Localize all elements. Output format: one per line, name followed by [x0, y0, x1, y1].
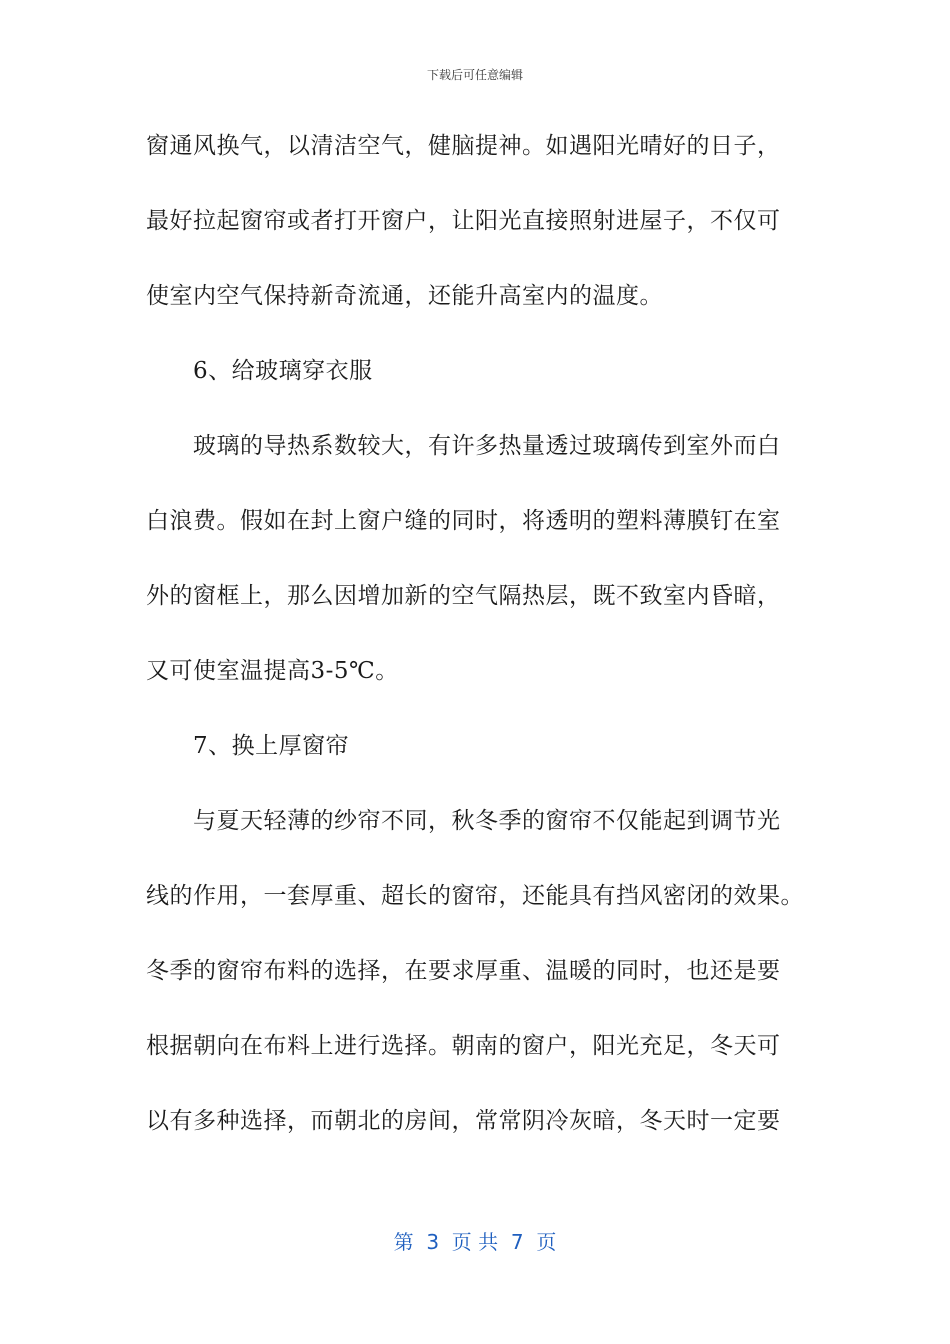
body-line: 最好拉起窗帘或者打开窗户，让阳光直接照射进屋子，不仅可 — [146, 208, 781, 234]
body-line: 根据朝向在布料上进行选择。朝南的窗户，阳光充足，冬天可 — [146, 1033, 781, 1059]
header-note: 下载后可任意编辑 — [426, 68, 523, 82]
body-line: 与夏天轻薄的纱帘不同，秋冬季的窗帘不仅能起到调节光 — [193, 808, 781, 834]
body-line: 冬季的窗帘布料的选择，在要求厚重、温暖的同时，也还是要 — [146, 958, 781, 984]
body-line: 使室内空气保持新奇流通，还能升高室内的温度。 — [146, 283, 663, 309]
body-line: 又可使室温提高3-5℃。 — [146, 658, 399, 684]
section-heading: 6、给玻璃穿衣服 — [193, 358, 373, 384]
body-line: 玻璃的导热系数较大，有许多热量透过玻璃传到室外而白 — [193, 433, 781, 459]
section-heading: 7、换上厚窗帘 — [193, 733, 350, 759]
body-line: 以有多种选择，而朝北的房间，常常阴冷灰暗，冬天时一定要 — [146, 1108, 781, 1134]
body-line: 外的窗框上，那么因增加新的空气隔热层，既不致室内昏暗， — [146, 583, 781, 609]
page-number-footer: 第 3 页 共 7 页 — [393, 1230, 557, 1254]
body-line: 线的作用，一套厚重、超长的窗帘，还能具有挡风密闭的效果。 — [146, 883, 804, 909]
document-body — [146, 124, 816, 1174]
body-line: 白浪费。假如在封上窗户缝的同时，将透明的塑料薄膜钉在室 — [146, 508, 781, 534]
body-line: 窗通风换气，以清洁空气，健脑提神。如遇阳光晴好的日子， — [146, 133, 781, 159]
